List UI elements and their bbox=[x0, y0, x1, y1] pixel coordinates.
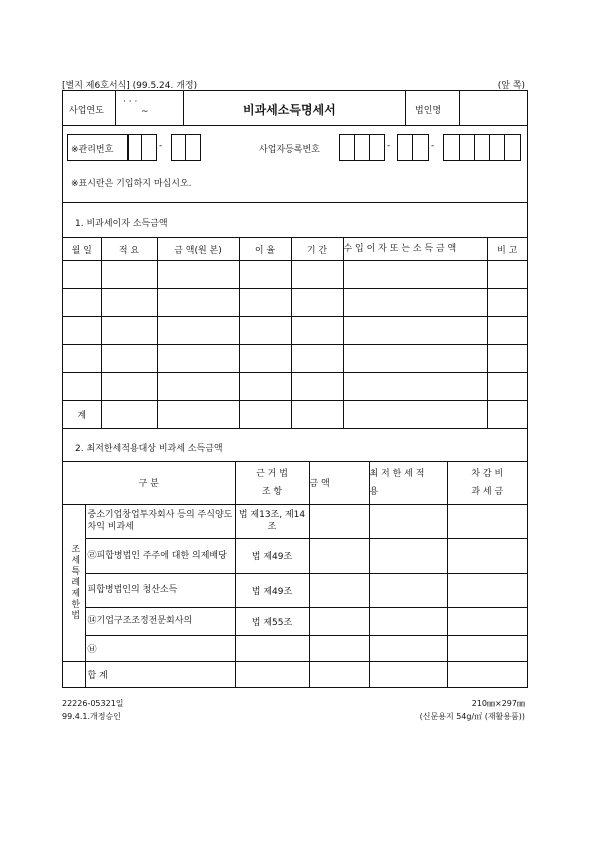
table-row bbox=[63, 538, 527, 573]
cell[interactable] bbox=[343, 317, 487, 345]
cell[interactable] bbox=[291, 317, 343, 345]
cell[interactable] bbox=[309, 538, 369, 573]
biz-reg-field-2[interactable] bbox=[397, 134, 429, 161]
form-label: [별지 제6호서식] (99.5.24. 개정) bbox=[62, 81, 198, 91]
diff-header-bottom: 과 세 금 bbox=[471, 486, 504, 497]
table-row bbox=[63, 635, 527, 661]
row-desc: 중소기업창업투자회사 등의 주식양도차익 비과세 bbox=[85, 504, 235, 538]
mgmt-number-label-box bbox=[67, 134, 129, 161]
cell[interactable] bbox=[447, 504, 527, 538]
cell[interactable] bbox=[447, 607, 527, 635]
fiscal-year-dots: · · · bbox=[123, 97, 138, 107]
footer-paper-type: (신문용지 54g/㎡ (재활용품)) bbox=[419, 712, 525, 721]
cell[interactable] bbox=[235, 661, 309, 687]
cell[interactable] bbox=[101, 373, 157, 401]
cell[interactable] bbox=[239, 289, 291, 317]
cell[interactable] bbox=[343, 345, 487, 373]
total-label: 계 bbox=[63, 401, 101, 429]
cell[interactable] bbox=[157, 261, 239, 289]
cell[interactable] bbox=[487, 317, 527, 345]
min-tax-header bbox=[369, 462, 447, 504]
cell[interactable] bbox=[63, 317, 101, 345]
diff-header bbox=[447, 462, 527, 504]
table-row bbox=[63, 317, 527, 345]
cell[interactable] bbox=[157, 317, 239, 345]
footer-code: 22226-05321일 bbox=[62, 699, 124, 708]
section2-title-row bbox=[63, 429, 527, 462]
table-row bbox=[63, 504, 527, 538]
cell[interactable] bbox=[157, 401, 239, 429]
col-desc: 적 요 bbox=[101, 238, 157, 261]
cell[interactable] bbox=[101, 345, 157, 373]
mgmt-number-field-1[interactable] bbox=[127, 134, 157, 161]
row-basis bbox=[235, 635, 309, 661]
footer-paper-size: 210㎜×297㎜ bbox=[471, 699, 525, 708]
row-desc: ㉥ bbox=[85, 635, 235, 661]
cell[interactable] bbox=[63, 345, 101, 373]
cell[interactable] bbox=[343, 373, 487, 401]
cell[interactable] bbox=[239, 261, 291, 289]
cell[interactable] bbox=[343, 289, 487, 317]
cell[interactable] bbox=[63, 373, 101, 401]
cell[interactable] bbox=[309, 573, 369, 607]
basis-header bbox=[235, 462, 309, 504]
row-basis: 법 제13조, 제14조 bbox=[235, 504, 309, 538]
row-basis: 법 제55조 bbox=[235, 607, 309, 635]
min-tax-header-bottom: 용 bbox=[369, 486, 379, 497]
cell[interactable] bbox=[291, 261, 343, 289]
cell[interactable] bbox=[157, 289, 239, 317]
section1-title-row bbox=[63, 203, 527, 238]
table-row bbox=[63, 261, 527, 289]
tax-law-side-label: 조세특례제한법 bbox=[63, 504, 85, 661]
id-row bbox=[63, 126, 527, 203]
cell[interactable] bbox=[291, 373, 343, 401]
biz-reg-dash-1: - bbox=[387, 141, 391, 151]
total-row bbox=[63, 661, 527, 687]
cell[interactable] bbox=[309, 635, 369, 661]
table-row bbox=[63, 289, 527, 317]
footer-approval: 99.4.1.개정승인 bbox=[62, 712, 121, 721]
cell[interactable] bbox=[447, 573, 527, 607]
cell[interactable] bbox=[369, 538, 447, 573]
title-row bbox=[63, 91, 527, 126]
section1-table-row bbox=[63, 238, 527, 429]
cell[interactable] bbox=[309, 607, 369, 635]
cell[interactable] bbox=[369, 573, 447, 607]
fiscal-year-tilde: ~ bbox=[141, 107, 149, 117]
cell[interactable] bbox=[101, 289, 157, 317]
cell[interactable] bbox=[291, 345, 343, 373]
fiscal-year-label: 사업연도 bbox=[69, 106, 104, 116]
cell[interactable] bbox=[447, 661, 527, 687]
col-period: 기 간 bbox=[291, 238, 343, 261]
col-date: 월 일 bbox=[63, 238, 101, 261]
cell[interactable] bbox=[239, 345, 291, 373]
section1-title: 1. 비과세이자 소득금액 bbox=[75, 219, 168, 229]
section1-header-row bbox=[63, 238, 527, 261]
cell[interactable] bbox=[291, 289, 343, 317]
col-interest: 수 입 이 자 또 는 소 득 금 액 bbox=[343, 238, 487, 261]
cell[interactable] bbox=[101, 261, 157, 289]
cell[interactable] bbox=[101, 401, 157, 429]
section2-table-row bbox=[63, 462, 527, 687]
cell[interactable] bbox=[487, 373, 527, 401]
row-desc: ㉣피합병법인 주주에 대한 의제배당 bbox=[85, 538, 235, 573]
cell[interactable] bbox=[447, 538, 527, 573]
section2-title: 2. 최저한세적용대상 비과세 소득금액 bbox=[75, 444, 223, 454]
cell[interactable] bbox=[487, 261, 527, 289]
cell[interactable] bbox=[369, 607, 447, 635]
cell[interactable] bbox=[239, 401, 291, 429]
amount-header: 금 액 bbox=[309, 462, 369, 504]
notice-text: ※표시란은 기입하지 마십시오. bbox=[71, 179, 192, 189]
tax-form bbox=[62, 90, 528, 688]
cell[interactable] bbox=[369, 661, 447, 687]
mgmt-number-field-2[interactable] bbox=[171, 134, 201, 161]
cell[interactable] bbox=[487, 289, 527, 317]
table-row bbox=[63, 373, 527, 401]
corp-name-label: 법인명 bbox=[415, 106, 442, 116]
biz-reg-label: 사업자등록번호 bbox=[259, 145, 320, 155]
cell[interactable] bbox=[101, 317, 157, 345]
mgmt-dash: - bbox=[159, 141, 163, 151]
min-tax-header-top: 최 저 한 세 적 bbox=[369, 468, 425, 479]
cell[interactable] bbox=[343, 401, 487, 429]
table-row bbox=[63, 345, 527, 373]
col-note: 비 고 bbox=[487, 238, 527, 261]
section1-table bbox=[63, 238, 527, 428]
table-row bbox=[63, 607, 527, 635]
row-basis: 법 제49조 bbox=[235, 573, 309, 607]
basis-header-bottom: 조 항 bbox=[261, 486, 283, 497]
cell[interactable] bbox=[487, 345, 527, 373]
cell[interactable] bbox=[309, 661, 369, 687]
cell[interactable] bbox=[239, 373, 291, 401]
row-desc: 피합병법인의 청산소득 bbox=[85, 573, 235, 607]
basis-header-top: 근 거 법 bbox=[256, 468, 288, 479]
biz-reg-field-3[interactable] bbox=[443, 134, 521, 161]
table-row bbox=[63, 573, 527, 607]
total-label: 합 계 bbox=[85, 661, 235, 687]
cell[interactable] bbox=[291, 401, 343, 429]
page-side-label: (앞 쪽) bbox=[497, 81, 525, 91]
col-principal: 금 액(원 본) bbox=[157, 238, 239, 261]
cell[interactable] bbox=[369, 504, 447, 538]
cell[interactable] bbox=[63, 289, 101, 317]
cell[interactable] bbox=[309, 504, 369, 538]
biz-reg-field-1[interactable] bbox=[339, 134, 385, 161]
form-title: 비과세소득명세서 bbox=[243, 103, 336, 117]
category-header: 구 분 bbox=[63, 462, 235, 504]
biz-reg-dash-2: - bbox=[431, 141, 435, 151]
cell[interactable] bbox=[157, 345, 239, 373]
side-blank bbox=[63, 661, 85, 687]
col-rate: 이 율 bbox=[239, 238, 291, 261]
cell[interactable] bbox=[369, 635, 447, 661]
cell[interactable] bbox=[447, 635, 527, 661]
row-basis: 법 제49조 bbox=[235, 538, 309, 573]
cell[interactable] bbox=[343, 261, 487, 289]
total-row bbox=[63, 401, 527, 429]
row-desc: ⑭기업구조조정전문회사의 bbox=[85, 607, 235, 635]
cell[interactable] bbox=[239, 317, 291, 345]
diff-header-top: 차 감 비 bbox=[471, 468, 504, 479]
mgmt-number-label: ※관리번호 bbox=[71, 145, 114, 155]
cell[interactable] bbox=[157, 373, 239, 401]
cell[interactable] bbox=[63, 261, 101, 289]
section2-header-row bbox=[63, 462, 527, 504]
section2-table bbox=[63, 462, 527, 687]
cell[interactable] bbox=[487, 401, 527, 429]
